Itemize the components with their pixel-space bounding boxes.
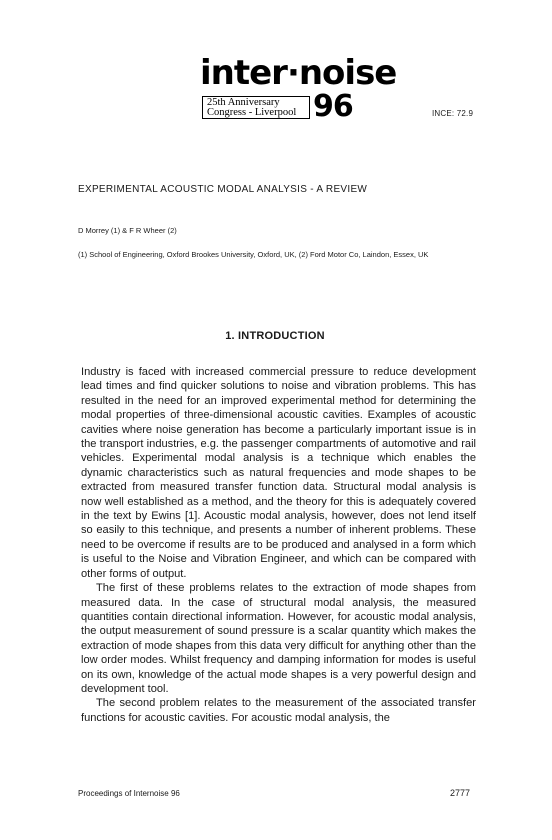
paragraph: Industry is faced with increased commercial pressure to reduce development lead times and find quicker solutions to noise and vibration problems. This has resulted in the need for an improved experimental method for determining the modal properties of three-dimensional acoustic cavities. Examples of acoustic cavities where noise generation has become a particularly important issue is in the transport industries, e.g. the passenger compartments of automotive and rail vehicles. Experimental modal analysis is a technique which enables the dynamic characteristics such as natural frequencies and mode shapes to be extracted from measured transfer function data. Structural modal analysis is now well established as a method, and the theory for this is adequately covered in the text by Ewins [1]. Acoustic modal analysis, however, does not lend itself so easily to this technique, and presents a number of inherent problems. These need to be overcome if results are to be produced and analysed in a form which is useful to the Noise and Vibration Engineer, and which can be compared with other forms of output.	[81, 366, 476, 580]
paragraph: The second problem relates to the measurement of the associated transfer functions for acoustic cavities. For acoustic modal analysis, the	[81, 697, 476, 724]
footer-proceedings: Proceedings of Internoise 96	[78, 789, 180, 798]
logo-year: 96	[313, 89, 353, 124]
section-heading: 1. INTRODUCTION	[225, 330, 325, 342]
anniversary-line-1: 25th Anniversary	[207, 97, 280, 108]
body-text	[81, 365, 476, 725]
page-number: 2777	[450, 788, 471, 798]
paper-title: EXPERIMENTAL ACOUSTIC MODAL ANALYSIS - A REVIEW	[78, 184, 368, 195]
ince-code: INCE: 72.9	[432, 109, 474, 118]
paragraph: The first of these problems relates to the extraction of mode shapes from measured data. In the case of structural modal analysis, the measured quantities contain directional information. However, for acoustic modal analysis, the output measurement of sound pressure is a scalar quantity which makes the extraction of mode shapes from this data very difficult for anything other than the low order modes. Whilst frequency and damping information for modes is useful on its own, knowledge of the actual mode shapes is a very powerful design and development tool.	[81, 582, 476, 695]
conference-logo: inter·noise	[200, 53, 397, 93]
paper-authors: D Morrey (1) & F R Wheer (2)	[78, 226, 177, 235]
anniversary-box	[202, 96, 310, 119]
paper-affiliations: (1) School of Engineering, Oxford Brookes University, Oxford, UK, (2) Ford Motor Co, Laindon, Essex, UK	[78, 250, 429, 259]
anniversary-line-2: Congress - Liverpool	[207, 107, 297, 118]
